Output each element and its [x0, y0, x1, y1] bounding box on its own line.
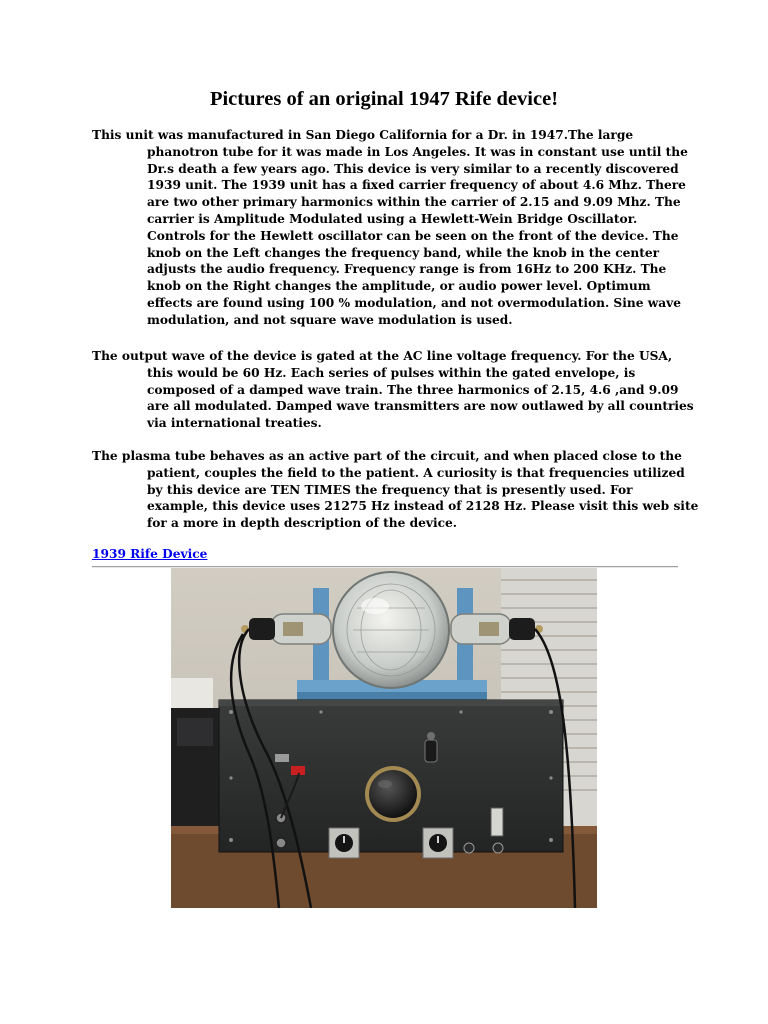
paragraph-2 — [92, 348, 694, 432]
paragraph-line: Dr.s death a few years ago. This device is very similar to a recently discovered — [147, 161, 679, 176]
paragraph-line: are all modulated. Damped wave transmitters are now outlawed by all countries — [147, 399, 694, 414]
paragraph-line: are two other primary harmonics within the carrier of 2.15 and 9.09 Mhz. The — [147, 195, 681, 210]
page-title: Pictures of an original 1947 Rife device! — [209, 88, 559, 110]
paragraph-3 — [92, 448, 699, 532]
rife-device-photo — [171, 568, 597, 908]
paragraph-line: 1939 unit. The 1939 unit has a fixed carrier frequency of about 4.6 Mhz. There — [147, 178, 686, 193]
paragraph-line: The output wave of the device is gated at the AC line voltage frequency. For the USA, — [92, 349, 673, 363]
paragraph-line: The plasma tube behaves as an active part of the circuit, and when placed close to the — [92, 449, 682, 463]
paragraph-line: patient, couples the field to the patient. A curiosity is that frequencies utilized — [147, 465, 685, 480]
paragraph-line: modulation, and not square wave modulation is used. — [147, 312, 513, 327]
paragraph-line: Controls for the Hewlett oscillator can be seen on the front of the device. The — [147, 228, 679, 243]
paragraph-line: adjusts the audio frequency. Frequency range is from 16Hz to 200 KHz. The — [147, 262, 667, 277]
paragraph-line: example, this device uses 21275 Hz instead of 2128 Hz. Please visit this web site — [147, 499, 699, 514]
paragraph-line: by this device are TEN TIMES the frequency that is presently used. For — [147, 482, 633, 497]
paragraph-line: knob on the Left changes the frequency band, while the knob in the center — [147, 245, 660, 260]
paragraph-line: this would be 60 Hz. Each series of pulses within the gated envelope, is — [147, 365, 636, 380]
paragraph-line: This unit was manufactured in San Diego California for a Dr. in 1947.The large — [92, 128, 634, 142]
paragraph-line: knob on the Right changes the amplitude, or audio power level. Optimum — [147, 279, 651, 294]
paragraph-line: phanotron tube for it was made in Los Angeles. It was in constant use until the — [147, 144, 688, 159]
paragraph-line: effects are found using 100 % modulation, and not overmodulation. Sine wave — [147, 295, 681, 310]
paragraph-line: for a more in depth description of the device. — [147, 516, 458, 531]
paragraph-line: composed of a damped wave train. The three harmonics of 2.15, 4.6 ,and 9.09 — [147, 382, 679, 397]
paragraph-line: via international treaties. — [147, 416, 322, 431]
paragraph-1 — [92, 127, 686, 329]
paragraph-line: carrier is Amplitude Modulated using a Hewlett-Wein Bridge Oscillator. — [147, 211, 638, 226]
rife-device-link[interactable]: 1939 Rife Device — [92, 547, 208, 561]
